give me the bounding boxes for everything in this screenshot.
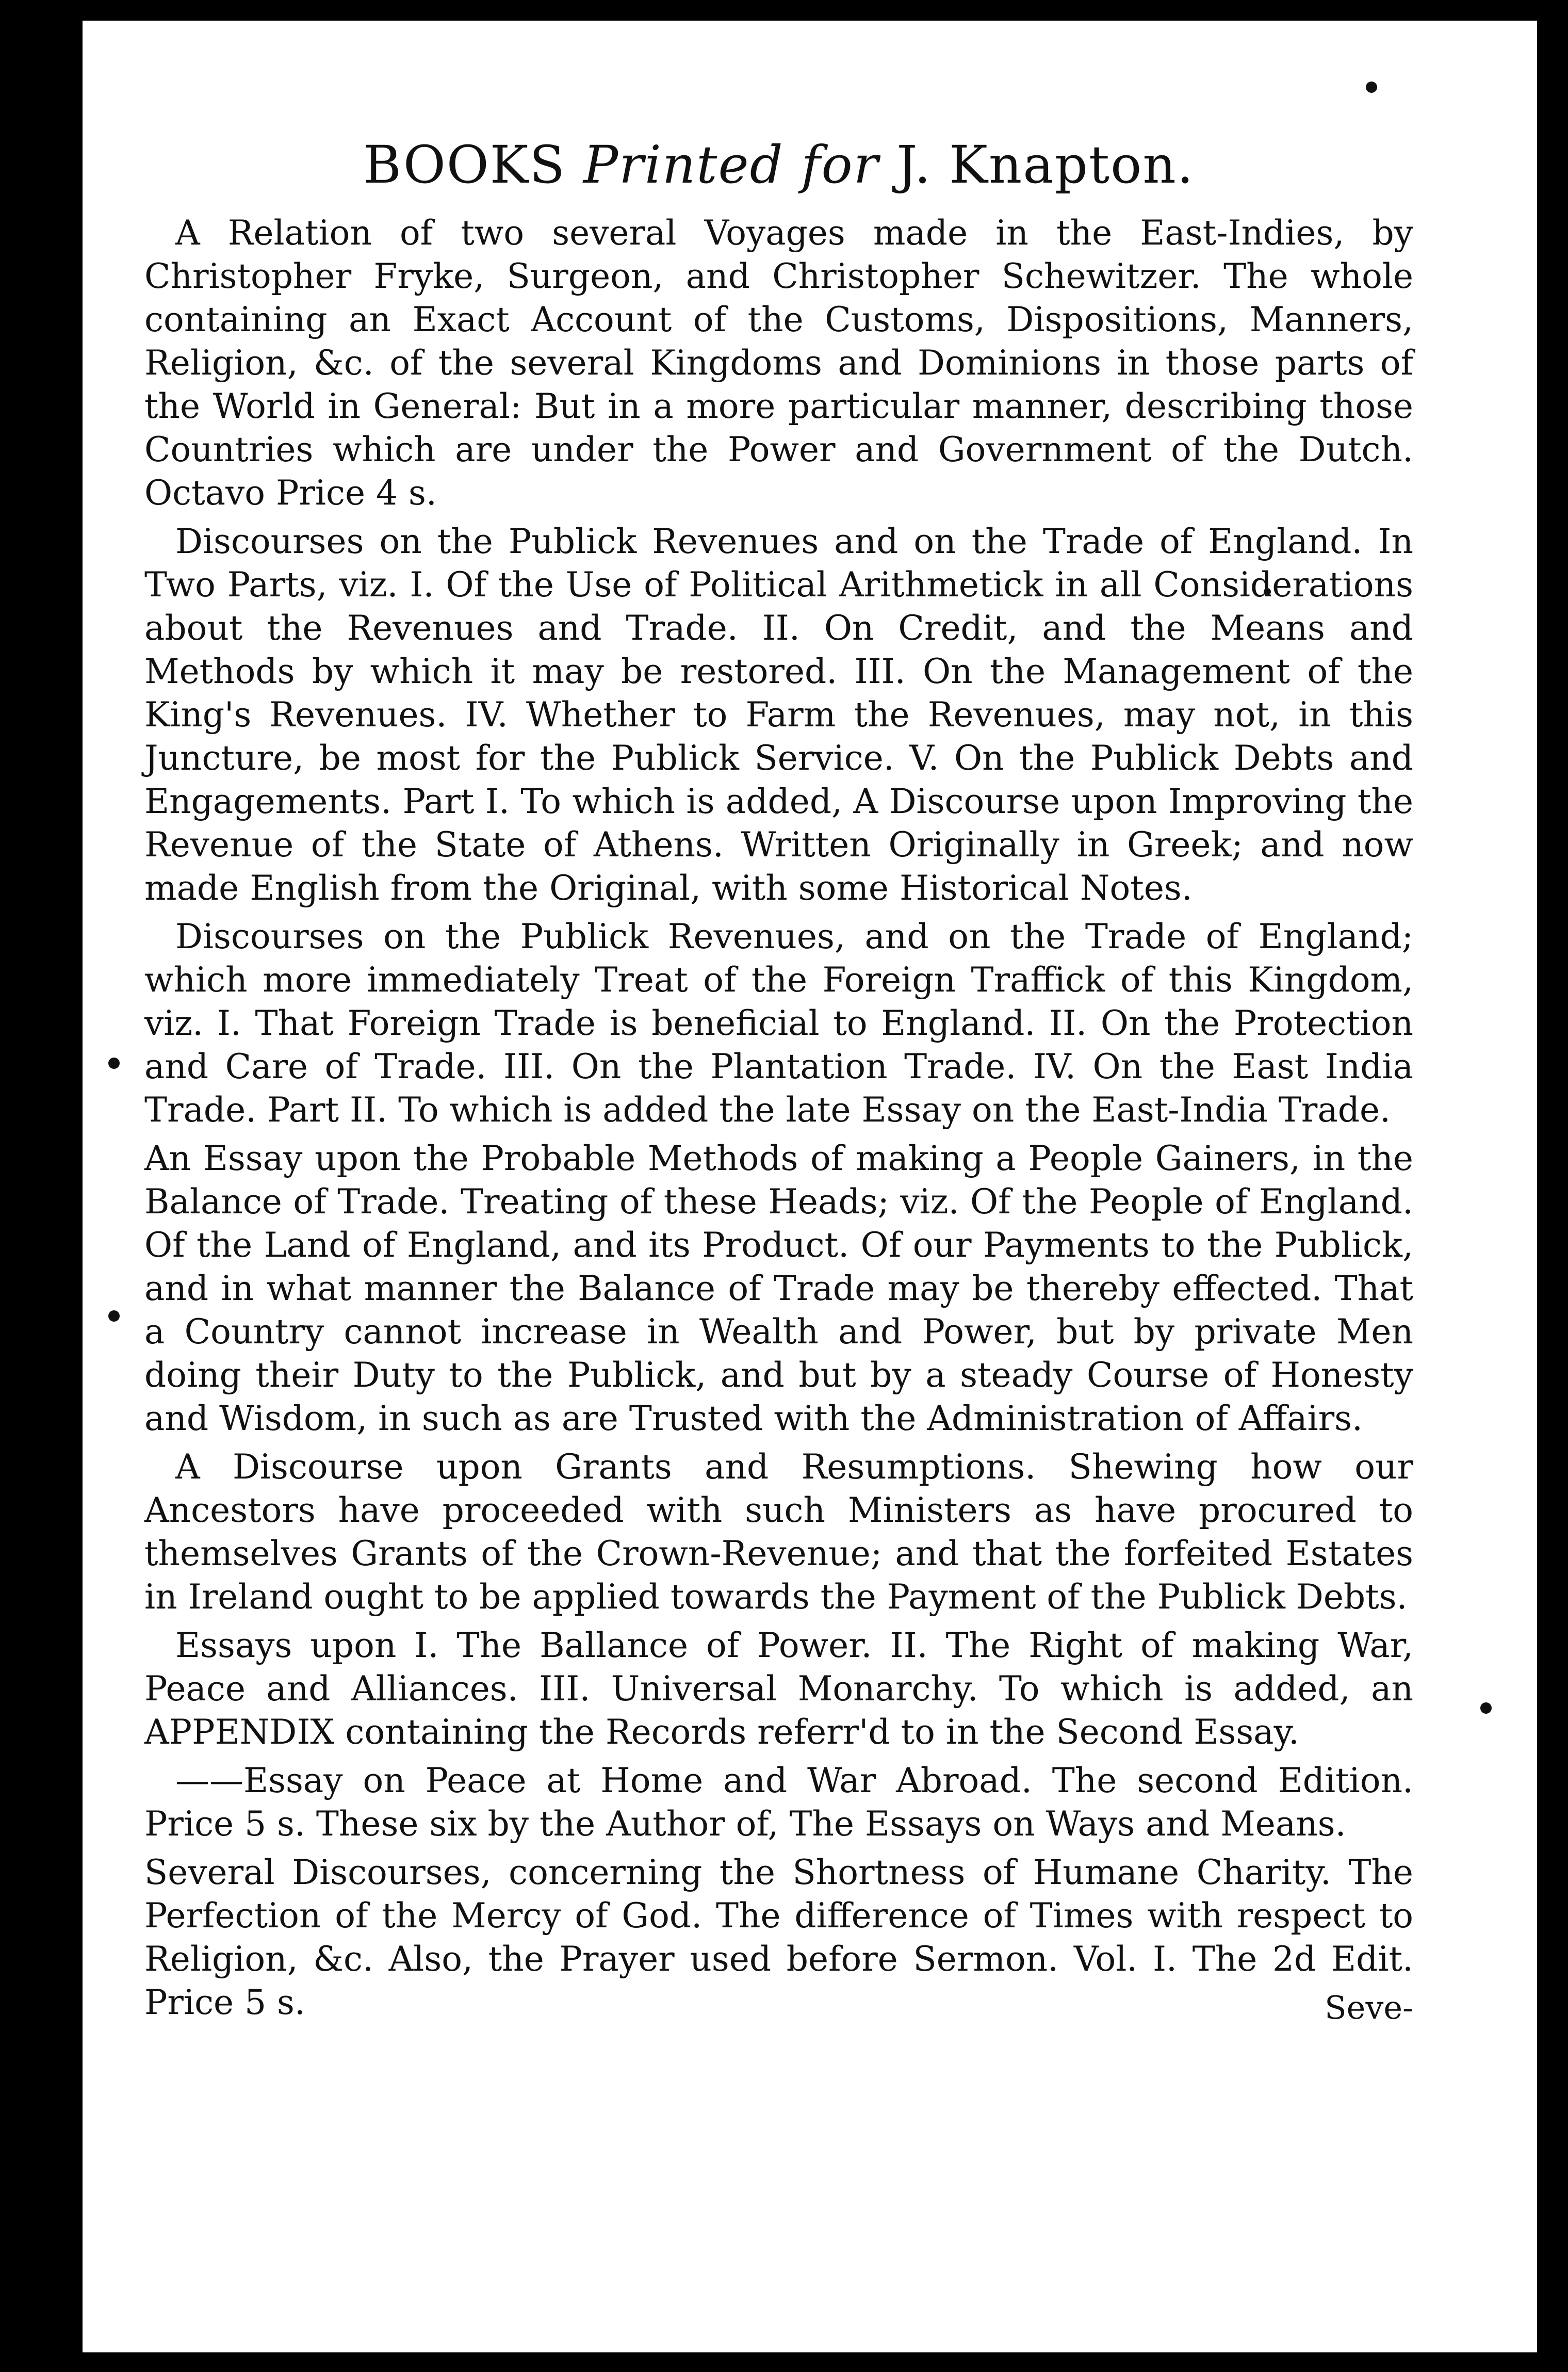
book-entry-voyages: A Relation of two several Voyages made in the East-Indies, by Christopher Fryke, Surgeon, and Christopher Schewitzer. The whole containing an Exact Account of the Customs, Dispositions, Manners, Religion, &c. of the several Kingdoms and Dominions in those parts of the World in General: But in a more particular manner, describing those Countries which are under the Power and Government of the Dutch. Octavo Price 4 s.	[144, 213, 1413, 513]
heading-printed-for: Printed for	[583, 135, 879, 195]
heading-books: BOOKS	[363, 135, 566, 195]
book-entry-grants: A Discourse upon Grants and Resumptions. Shewing how our Ancestors have proceeded with such Ministers as have procured to themselves Grants of the Crown-Revenue; and that the forfeited Estates in Ireland ought to be applied towards the Payment of the Publick Debts.	[144, 1447, 1413, 1617]
book-entry-revenues-part-2: Discourses on the Publick Revenues, and on the Trade of England; which more immediately Treat of the Foreign Traffick of this Kingdom, viz. I. That Foreign Trade is beneficial to England. II. On the Protection and Care of Trade. III. On the Plantation Trade. IV. On the East India Trade. Part II. To which is added the late Essay on the East-India Trade.	[144, 917, 1413, 1130]
ink-speck	[1480, 1702, 1492, 1714]
ink-speck	[108, 1058, 120, 1069]
book-entry-revenues-part-1: Discourses on the Publick Revenues and on the Trade of England. In Two Parts, viz. I. Of the Use of Political Arithmetick in all Considerations about the Revenues and Trade. II. On Credit, and the Means and Methods by which it may be restored. III. On the Management of the King's Revenues. IV. Whether to Farm the Revenues, may not, in this Juncture, be most for the Publick Service. V. On the Publick Debts and Engagements. Part I. To which is added, A Discourse upon Improving the Revenue of the State of Athens. Written Originally in Greek; and now made English from the Original, with some Historical Notes.	[144, 522, 1413, 908]
book-entry-essays: Essays upon I. The Ballance of Power. II. The Right of making War, Peace and Alliances. III. Universal Monarchy. To which is added, an APPENDIX containing the Records referr'd to in the Second Essay.	[144, 1626, 1413, 1752]
ink-speck	[108, 1310, 120, 1322]
catchword: Seve-	[1325, 1989, 1413, 2026]
page-heading	[144, 129, 1413, 201]
book-advertisement	[144, 129, 1413, 2029]
book-entry-peace-at-home: ——Essay on Peace at Home and War Abroad. The second Edition. Price 5 s. These six by the Author of, The Essays on Ways and Means.	[144, 1761, 1413, 1844]
ink-speck	[1366, 82, 1377, 93]
book-entry-discourses-charity: Several Discourses, concerning the Shortness of Humane Charity. The Perfection of the Mercy of God. The difference of Times with respect to Religion, &c. Also, the Prayer used before Sermon. Vol. I. The 2d Edit. Price 5 s.	[144, 1853, 1413, 2022]
scan-border	[0, 2352, 1568, 2372]
heading-publisher: J. Knapton.	[896, 135, 1195, 195]
book-entry-people-gainers: An Essay upon the Probable Methods of making a People Gainers, in the Balance of Trade. Treating of these Heads; viz. Of the People of England. Of the Land of England, and its Product. Of our Payments to the Publick, and in what manner the Balance of Trade may be thereby effected. That a Country cannot increase in Wealth and Power, but by private Men doing their Duty to the Publick, and but by a steady Course of Honesty and Wisdom, in such as are Trusted with the Administration of Affairs.	[144, 1139, 1413, 1438]
